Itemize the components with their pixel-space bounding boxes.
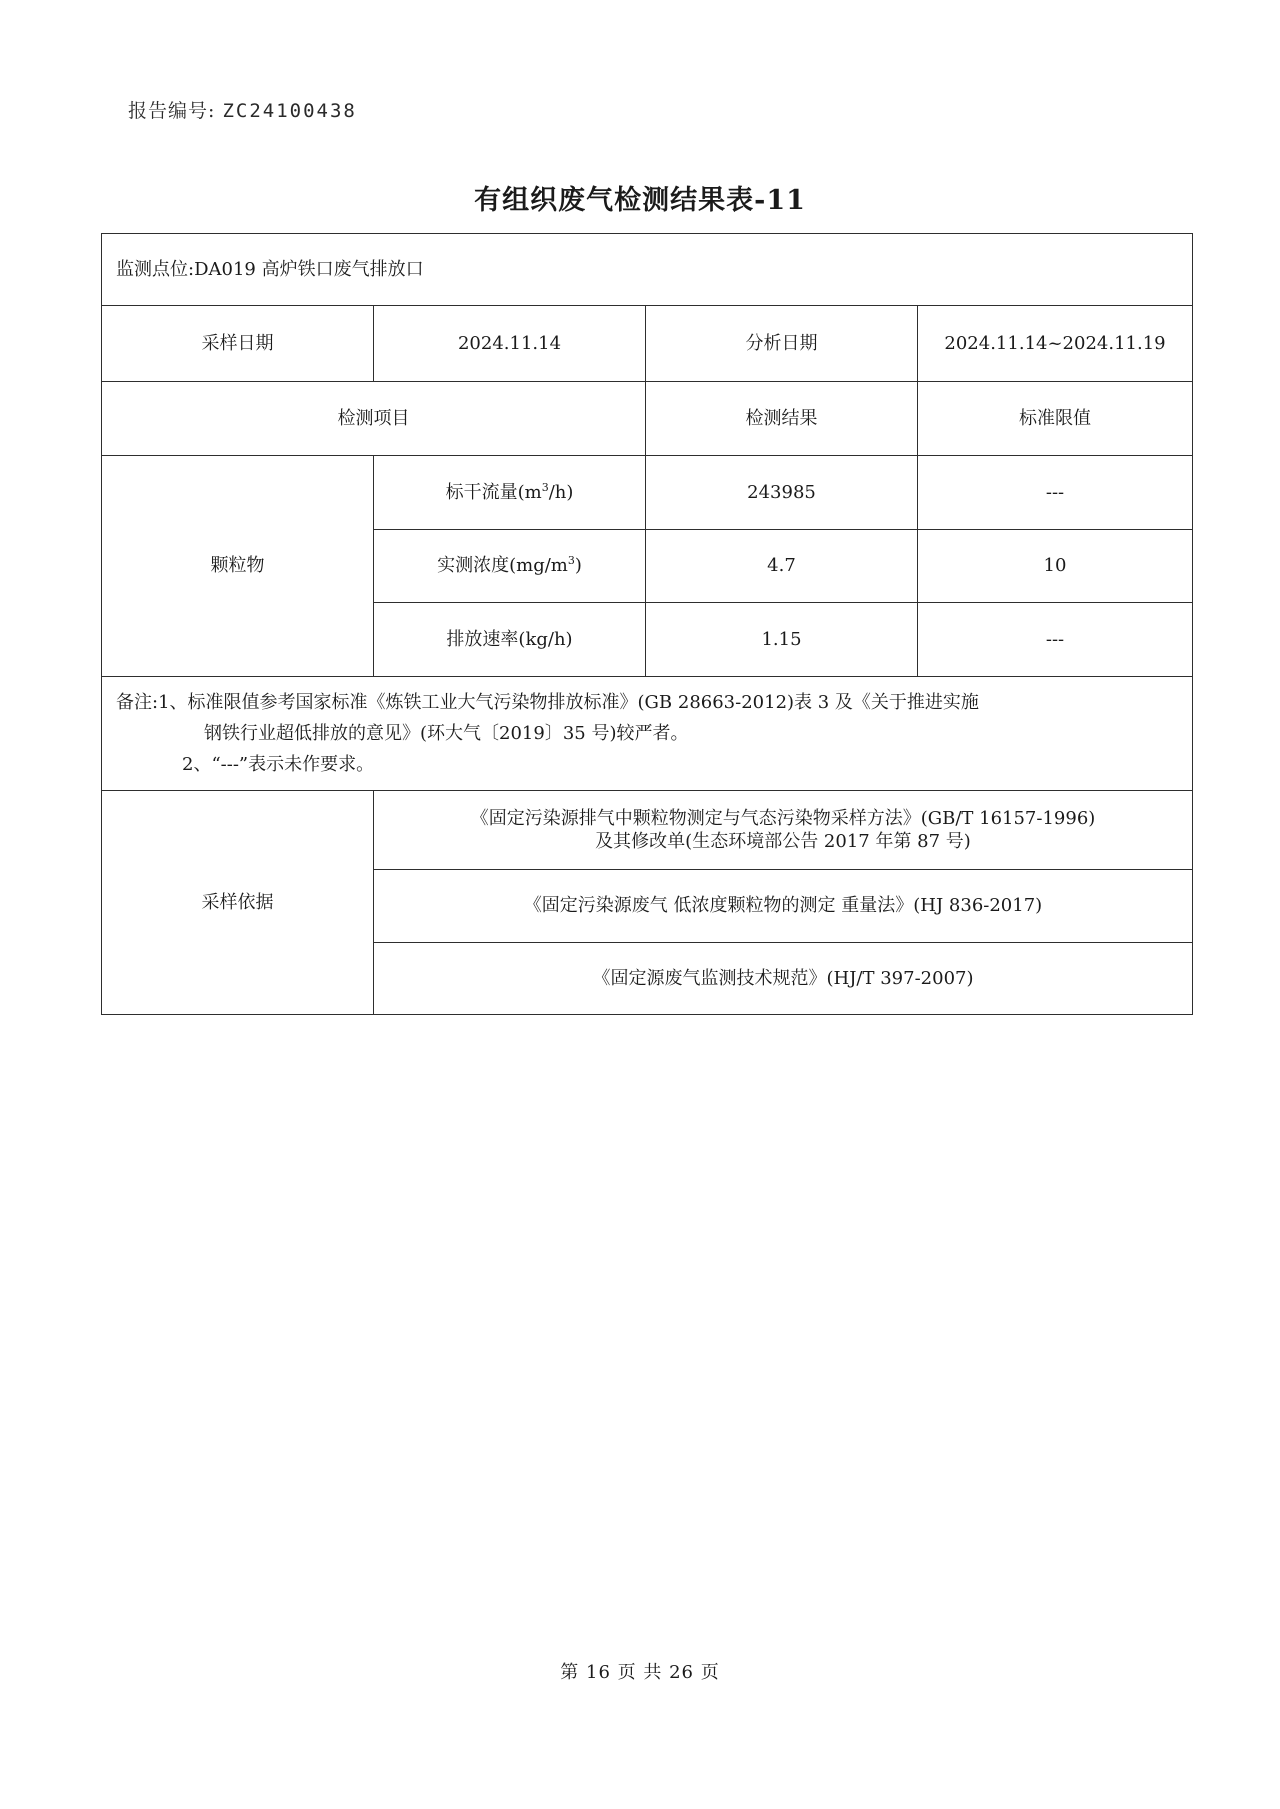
note-line-1: 备注:1、标准限值参考国家标准《炼铁工业大气污染物排放标准》(GB 28663-2012)表 3 及《关于推进实施 xyxy=(116,692,979,713)
basis-row xyxy=(102,791,1193,870)
page-footer: 第 16 页 共 26 页 xyxy=(560,1662,720,1683)
table-row xyxy=(102,456,1193,530)
dates-row xyxy=(102,306,1193,382)
monitoring-point-row xyxy=(102,234,1193,306)
param-cell: 排放速率(kg/h) xyxy=(374,603,646,677)
pollutant-cell: 颗粒物 xyxy=(102,456,374,677)
result-cell: 4.7 xyxy=(646,530,918,603)
note-line-2: 钢铁行业超低排放的意见》(环大气〔2019〕35 号)较严者。 xyxy=(204,723,689,744)
limit-cell: --- xyxy=(918,456,1193,530)
limit-cell: 10 xyxy=(918,530,1193,603)
header-item: 检测项目 xyxy=(102,382,646,456)
column-header-row xyxy=(102,382,1193,456)
notes-cell xyxy=(102,677,1193,791)
report-number xyxy=(128,96,357,123)
monitoring-point-cell: 监测点位:DA019 高炉铁口废气排放口 xyxy=(102,234,1193,306)
sampling-date-label: 采样日期 xyxy=(102,306,374,382)
note-line-3: 2、“---”表示未作要求。 xyxy=(182,754,375,775)
basis-label: 采样依据 xyxy=(102,791,374,1015)
basis-item-1 xyxy=(374,791,1193,870)
header-limit: 标准限值 xyxy=(918,382,1193,456)
report-number-label: 报告编号: xyxy=(128,100,216,122)
sampling-date-value: 2024.11.14 xyxy=(374,306,646,382)
basis-item-1-line-1: 《固定污染源排气中颗粒物测定与气态污染物采样方法》(GB/T 16157-1996) xyxy=(470,807,1096,829)
results-table xyxy=(101,233,1193,1015)
basis-item-1-line-2: 及其修改单(生态环境部公告 2017 年第 87 号) xyxy=(595,831,971,852)
analysis-date-value: 2024.11.14~2024.11.19 xyxy=(918,306,1193,382)
notes-row xyxy=(102,677,1193,791)
header-result: 检测结果 xyxy=(646,382,918,456)
limit-cell: --- xyxy=(918,603,1193,677)
analysis-date-label: 分析日期 xyxy=(646,306,918,382)
param-cell: 标干流量$(m^3/h)$ xyxy=(374,456,646,530)
report-number-value: ZC24100438 xyxy=(222,100,357,122)
result-cell: 1.15 xyxy=(646,603,918,677)
param-cell: 实测浓度$(mg/m^3)$ xyxy=(374,530,646,603)
basis-item-2: 《固定污染源废气 低浓度颗粒物的测定 重量法》(HJ 836-2017) xyxy=(374,870,1193,943)
result-cell: 243985 xyxy=(646,456,918,530)
basis-item-3: 《固定源废气监测技术规范》(HJ/T 397-2007) xyxy=(374,943,1193,1015)
page-title: 有组织废气检测结果表-11 xyxy=(474,185,806,216)
